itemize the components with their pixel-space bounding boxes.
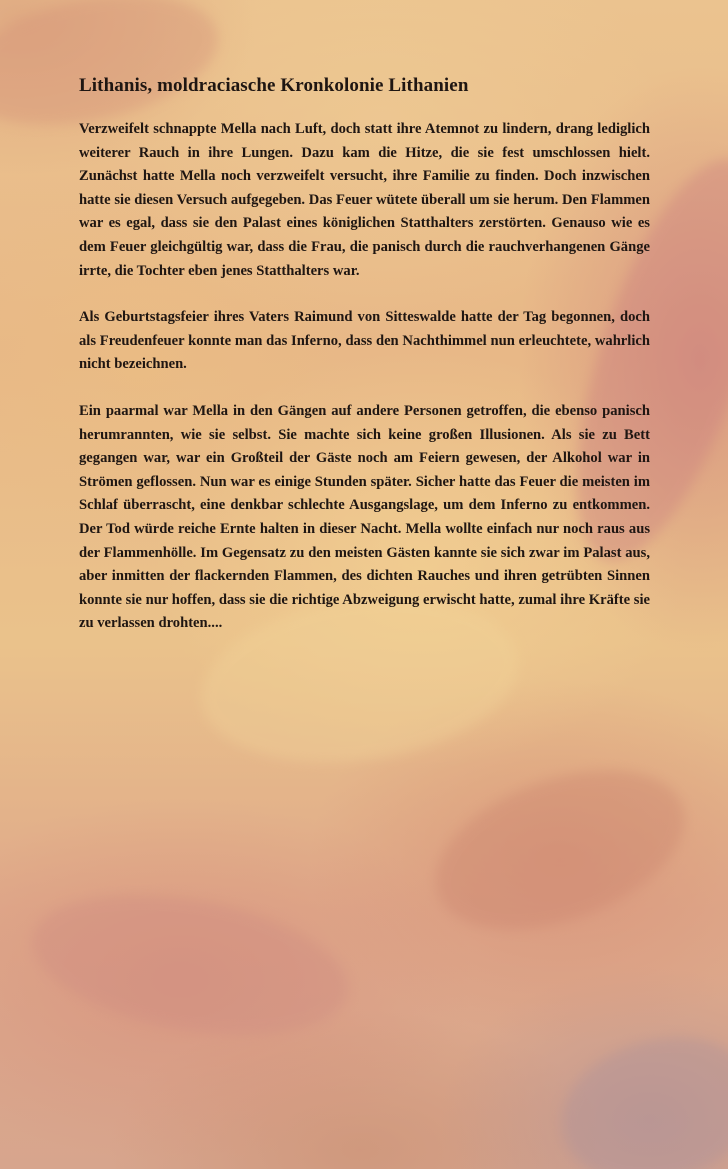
- location-heading: Lithanis, moldraciasche Kronkolonie Lithanien: [79, 75, 469, 96]
- paint-texture: [545, 1017, 728, 1169]
- paint-texture: [414, 740, 706, 960]
- paragraph-2: Als Geburtstagsfeier ihres Vaters Raimund von Sitteswalde hatte der Tag begonnen, doch als Freudenfeuer konnte man das Inferno, dass den Nachthimmel nun erleuchtete, wahrlich nicht bezeichnen.: [79, 309, 650, 373]
- paragraph-1: Verzweifelt schnappte Mella nach Luft, doch statt ihre Atemnot zu lindern, drang lediglich weiterer Rauch in ihre Lungen. Dazu kam die Hitze, die sie fest umschlossen hielt. Zunächst hatte Mella noch verzweifelt versucht, ihre Familie zu finden. Doch inzwischen hatte sie diesen Versuch aufgegeben. Das Feuer wütete überall um sie herum. Den Flammen war es egal, dass sie den Palast eines königlichen Statthalters zerstörten. Genauso wie es dem Feuer gleichgültig war, dass die Frau, die panisch durch die rauchverhangenen Gänge irrte, die Tochter eben jenes Statthalters war.: [79, 121, 650, 279]
- paragraph-3: Ein paarmal war Mella in den Gängen auf andere Personen getroffen, die ebenso panisch herumrannten, wie sie selbst. Sie machte sich keine großen Illusionen. Als sie zu Bett gegangen war, war ein Großteil der Gäste noch am Feiern gewesen, der Alkohol war in Strömen geflossen. Nun war es einige Stunden später. Sicher hatte das Feuer die meisten im Schlaf überrascht, eine denkbar schlechte Ausgangslage, um dem Inferno zu entkommen. Der Tod würde reiche Ernte halten in dieser Nacht. Mella wollte einfach nur noch raus aus der Flammenhölle. Im Gegensatz zu den meisten Gästen kannte sie sich zwar im Palast aus, aber inmitten der flackernden Flammen, des dichten Rauches und ihren getrübten Sinnen konnte sie nur hoffen, dass sie die richtige Abzweigung erwischt hatte, zumal ihre Kräfte sie zu verlassen drohten....: [79, 402, 650, 632]
- story-text: [79, 72, 650, 659]
- paint-texture: [21, 873, 359, 1057]
